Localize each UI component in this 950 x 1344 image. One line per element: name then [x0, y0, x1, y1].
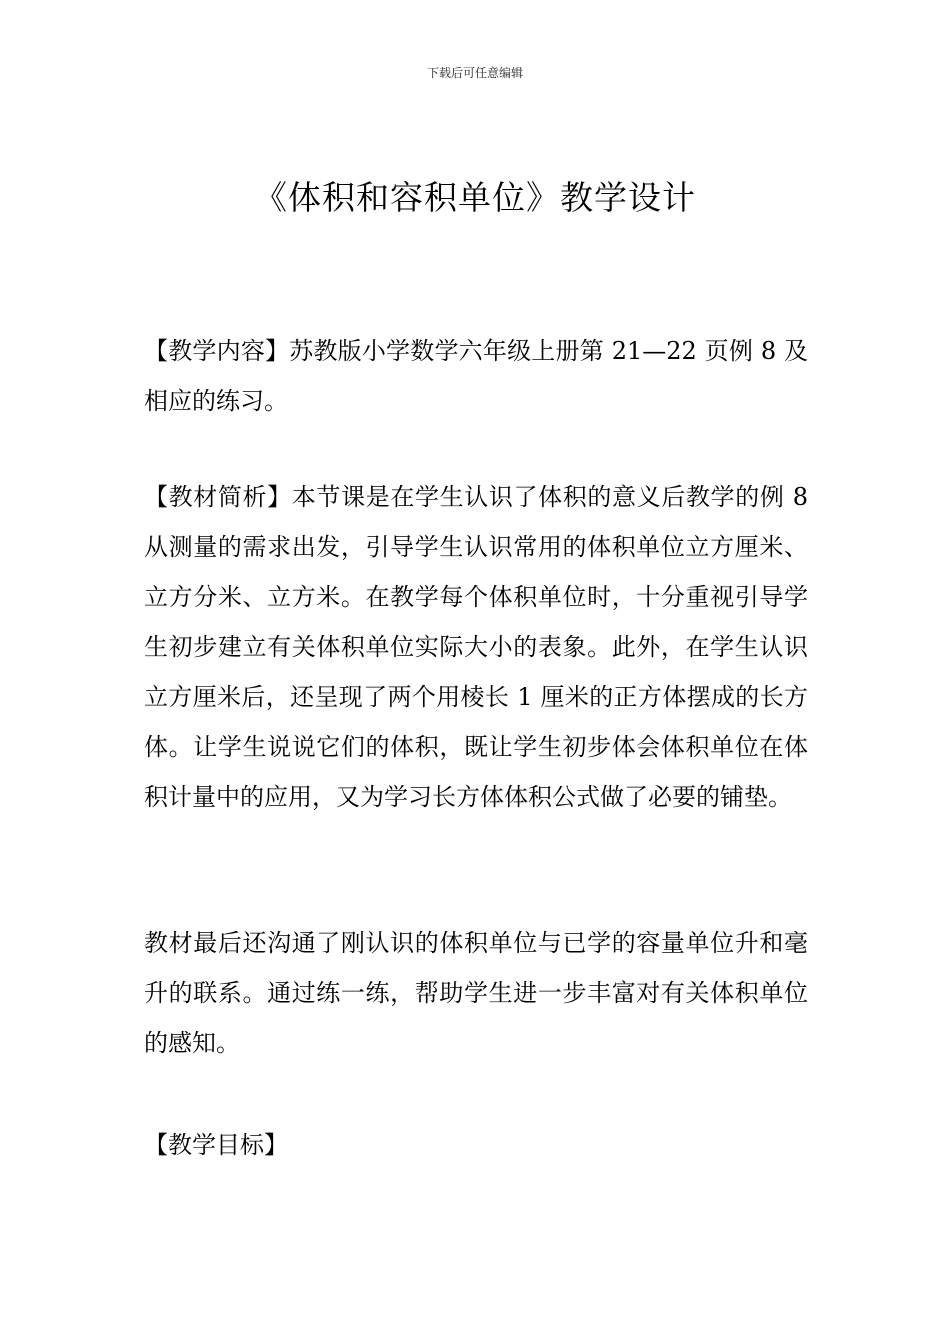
paragraph-text: 【教学内容】苏教版小学数学六年级上册第 21—22 页例 8 及相应的练习。	[144, 337, 808, 415]
paragraph-teaching-content	[144, 326, 808, 426]
section-heading-teaching-goals	[144, 1120, 808, 1170]
paragraph-text: 【教材简析】本节课是在学生认识了体积的意义后教学的例 8 从测量的需求出发，引导学生认识常用的体积单位立方厘米、立方分米、立方米。在教学每个体积单位时，十分重视引导学生初步建立有关体积单位实际大小的表象。此外，在学生认识立方厘米后，还呈现了两个用棱长 1 厘米的正方体摆成的长方体。让学生说说它们的体积，既让学生初步体会体积单位在体积计量中的应用，又为学习长方体体积公式做了必要的铺垫。	[144, 483, 808, 811]
heading-text: 【教学目标】	[144, 1131, 288, 1159]
paragraph-text: 教材最后还沟通了刚认识的体积单位与已学的容量单位升和毫升的联系。通过练一练，帮助学生进一步丰富对有关体积单位的感知。	[144, 929, 808, 1057]
page-header: 下载后可任意编辑	[426, 66, 523, 80]
document-title: 《体积和容积单位》教学设计	[254, 178, 696, 217]
paragraph-material-analysis	[144, 472, 808, 822]
paragraph-material-analysis-continued	[144, 918, 808, 1068]
